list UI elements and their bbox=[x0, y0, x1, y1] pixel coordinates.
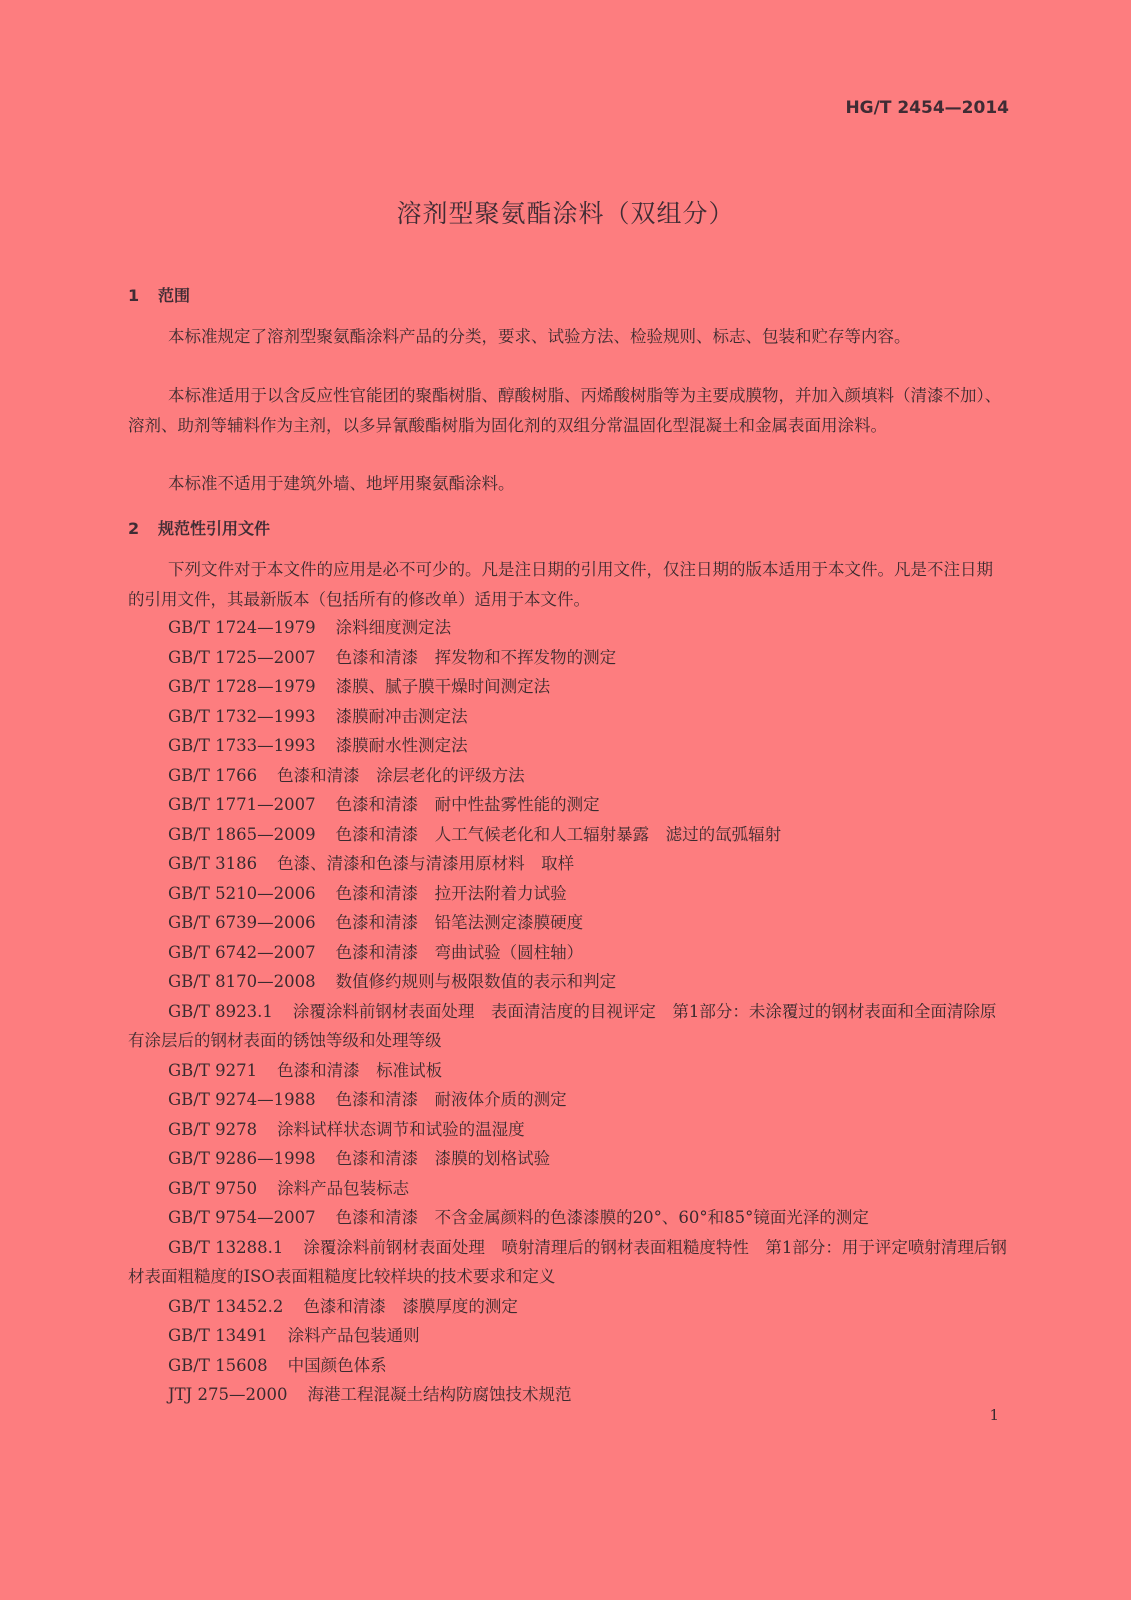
section-2-number: 2 bbox=[128, 519, 140, 538]
reference-item bbox=[128, 643, 1008, 673]
reference-item bbox=[128, 790, 1008, 820]
reference-code: GB/T 9271 bbox=[168, 1060, 258, 1080]
reference-item bbox=[128, 1380, 1008, 1410]
section-1-title: 范围 bbox=[158, 286, 191, 305]
reference-title: 中国颜色体系 bbox=[287, 1355, 387, 1375]
reference-code: GB/T 8170—2008 bbox=[168, 972, 316, 991]
section-2-intro: 下列文件对于本文件的应用是必不可少的。凡是注日期的引用文件，仅注日期的版本适用于本文件。凡是不注日期的引用文件，其最新版本（包括所有的修改单）适用于本文件。 bbox=[128, 560, 993, 609]
reference-title: 色漆和清漆 耐液体介质的测定 bbox=[335, 1090, 567, 1109]
reference-title: 色漆和清漆 涂层老化的评级方法 bbox=[277, 765, 525, 785]
reference-title: 涂料产品包装通则 bbox=[287, 1326, 420, 1345]
section-1-paragraph: 本标准不适用于建筑外墙、地坪用聚氨酯涂料。 bbox=[168, 474, 515, 493]
reference-code: GB/T 1732—1993 bbox=[168, 706, 316, 726]
reference-item bbox=[128, 1144, 1008, 1174]
reference-title: 色漆和清漆 标准试板 bbox=[277, 1060, 443, 1080]
section-2-title: 规范性引用文件 bbox=[158, 519, 271, 538]
reference-title: 色漆和清漆 不含金属颜料的色漆漆膜的20°、60°和85°镜面光泽的测定 bbox=[335, 1208, 869, 1227]
reference-item bbox=[128, 702, 1008, 732]
normative-references-list bbox=[128, 613, 1008, 1410]
reference-code: GB/T 1725—2007 bbox=[168, 647, 316, 667]
reference-code: GB/T 3186 bbox=[168, 854, 258, 873]
reference-code: GB/T 6742—2007 bbox=[168, 942, 316, 962]
reference-code: GB/T 1728—1979 bbox=[168, 677, 316, 696]
reference-item bbox=[128, 1115, 1008, 1145]
reference-code: JTJ 275—2000 bbox=[168, 1385, 288, 1404]
reference-item bbox=[128, 761, 1008, 791]
reference-code: GB/T 15608 bbox=[168, 1355, 268, 1375]
reference-code: GB/T 9754—2007 bbox=[168, 1208, 316, 1227]
reference-title: 数值修约规则与极限数值的表示和判定 bbox=[335, 972, 617, 991]
reference-item bbox=[128, 997, 1008, 1056]
reference-item bbox=[128, 820, 1008, 850]
section-1-paragraph: 本标准规定了溶剂型聚氨酯涂料产品的分类，要求、试验方法、检验规则、标志、包装和贮存等内容。 bbox=[168, 327, 911, 346]
reference-code: GB/T 9278 bbox=[168, 1119, 258, 1139]
reference-code: GB/T 1724—1979 bbox=[168, 618, 316, 637]
section-2-heading bbox=[128, 516, 270, 539]
reference-title: 海港工程混凝土结构防腐蚀技术规范 bbox=[307, 1385, 572, 1404]
reference-title: 色漆和清漆 弯曲试验（圆柱轴） bbox=[335, 942, 584, 962]
reference-code: GB/T 13288.1 bbox=[168, 1237, 284, 1257]
reference-item bbox=[128, 938, 1008, 968]
reference-item bbox=[128, 1351, 1008, 1381]
reference-code: GB/T 9286—1998 bbox=[168, 1149, 316, 1168]
reference-item bbox=[128, 672, 1008, 702]
reference-item bbox=[128, 849, 1008, 879]
reference-title: 色漆和清漆 漆膜厚度的测定 bbox=[303, 1296, 518, 1316]
reference-code: GB/T 9274—1988 bbox=[168, 1090, 316, 1109]
section-1-number: 1 bbox=[128, 286, 140, 305]
reference-title: 涂料产品包装标志 bbox=[277, 1178, 410, 1198]
page-number: 1 bbox=[989, 1406, 999, 1424]
reference-item bbox=[128, 1233, 1008, 1292]
reference-code: GB/T 13491 bbox=[168, 1326, 268, 1345]
reference-item bbox=[128, 879, 1008, 909]
reference-title: 色漆和清漆 铅笔法测定漆膜硬度 bbox=[335, 913, 584, 932]
reference-item bbox=[128, 967, 1008, 997]
reference-title: 涂覆涂料前钢材表面处理 喷射清理后的钢材表面粗糙度特性 第1部分：用于评定喷射清理后钢材表面粗糙度的ISO表面粗糙度比较样块的技术要求和定义 bbox=[128, 1237, 1007, 1286]
reference-code: GB/T 13452.2 bbox=[168, 1296, 284, 1316]
reference-code: GB/T 1771—2007 bbox=[168, 795, 316, 814]
reference-code: GB/T 8923.1 bbox=[168, 1001, 273, 1021]
reference-title: 涂料试样状态调节和试验的温湿度 bbox=[277, 1119, 525, 1139]
document-title: 溶剂型聚氨酯涂料（双组分） bbox=[396, 199, 735, 228]
reference-code: GB/T 1733—1993 bbox=[168, 736, 316, 755]
reference-code: GB/T 9750 bbox=[168, 1178, 258, 1198]
standard-code: HG/T 2454—2014 bbox=[845, 98, 1009, 118]
reference-title: 涂覆涂料前钢材表面处理 表面清洁度的目视评定 第1部分：未涂覆过的钢材表面和全面清除原有涂层后的钢材表面的锈蚀等级和处理等级 bbox=[128, 1001, 997, 1050]
reference-code: GB/T 6739—2006 bbox=[168, 913, 316, 932]
reference-item bbox=[128, 1174, 1008, 1204]
reference-item bbox=[128, 1085, 1008, 1115]
reference-item bbox=[128, 1056, 1008, 1086]
reference-title: 色漆和清漆 耐中性盐雾性能的测定 bbox=[335, 795, 600, 814]
reference-code: GB/T 1766 bbox=[168, 765, 258, 785]
reference-item bbox=[128, 1292, 1008, 1322]
reference-title: 漆膜耐水性测定法 bbox=[335, 736, 468, 755]
reference-title: 色漆和清漆 漆膜的划格试验 bbox=[335, 1149, 551, 1168]
reference-item bbox=[128, 731, 1008, 761]
reference-item bbox=[128, 1203, 1008, 1233]
reference-title: 色漆和清漆 拉开法附着力试验 bbox=[335, 883, 567, 903]
reference-title: 色漆和清漆 挥发物和不挥发物的测定 bbox=[335, 647, 617, 667]
section-1-heading bbox=[128, 283, 190, 306]
section-1-paragraph: 本标准适用于以含反应性官能团的聚酯树脂、醇酸树脂、丙烯酸树脂等为主要成膜物，并加入颜填料（清漆不加）、溶剂、助剂等辅料作为主剂，以多异氰酸酯树脂为固化剂的双组分常温固化型混凝土和金属表面用涂料。 bbox=[128, 386, 1002, 435]
reference-title: 漆膜、腻子膜干燥时间测定法 bbox=[335, 677, 551, 696]
reference-title: 漆膜耐冲击测定法 bbox=[335, 706, 468, 726]
reference-title: 色漆、清漆和色漆与清漆用原材料 取样 bbox=[277, 854, 575, 873]
reference-item bbox=[128, 908, 1008, 938]
reference-item bbox=[128, 1321, 1008, 1351]
reference-title: 色漆和清漆 人工气候老化和人工辐射暴露 滤过的氙弧辐射 bbox=[335, 824, 782, 844]
reference-code: GB/T 5210—2006 bbox=[168, 883, 316, 903]
reference-code: GB/T 1865—2009 bbox=[168, 824, 316, 844]
reference-item bbox=[128, 613, 1008, 643]
reference-title: 涂料细度测定法 bbox=[335, 618, 452, 637]
